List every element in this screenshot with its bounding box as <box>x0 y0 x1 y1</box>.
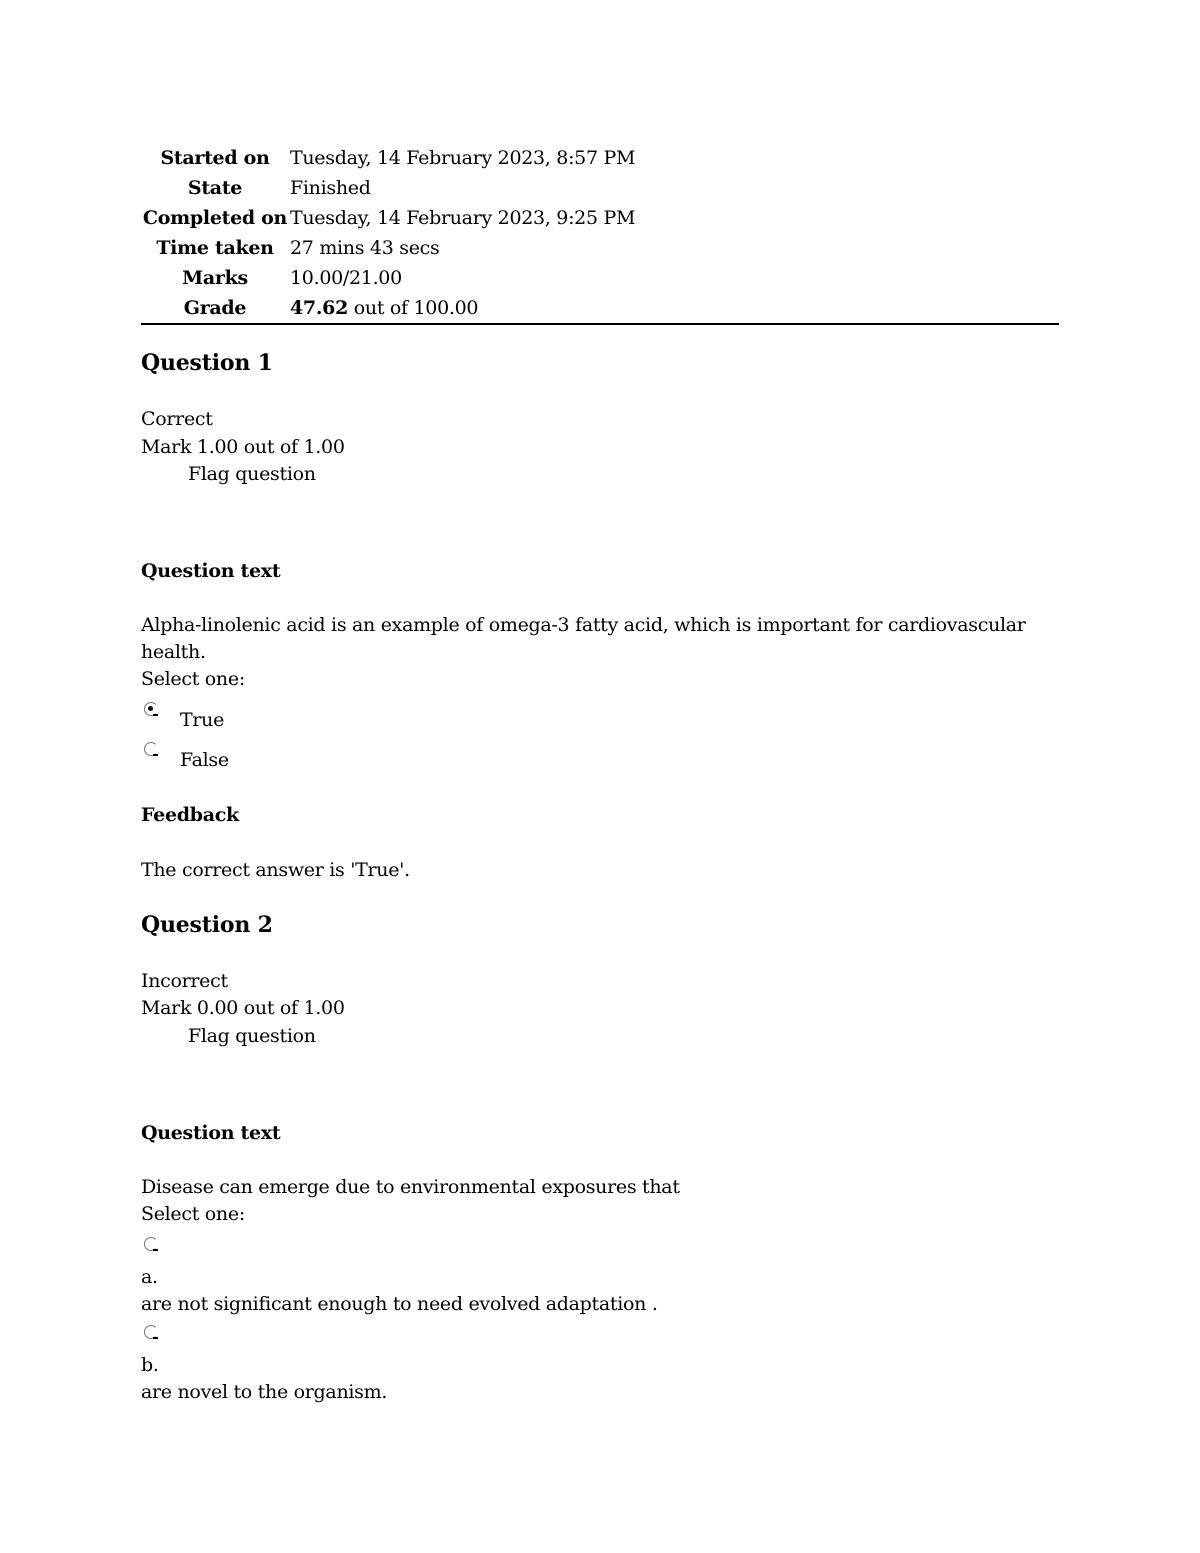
question-1-flag-link[interactable]: Flag question <box>188 463 316 485</box>
summary-value: Finished <box>290 177 371 199</box>
summary-row-completed <box>141 203 1059 233</box>
grade-value: 47.62 <box>290 297 348 319</box>
summary-value <box>290 297 478 319</box>
question-1-text-line1: Alpha-linolenic acid is an example of omega-3 fatty acid, which is important for cardiovascular <box>141 614 1026 636</box>
question-2-flag-link[interactable]: Flag question <box>188 1025 316 1047</box>
radio-b-icon[interactable] <box>144 1325 158 1339</box>
option-b-text[interactable]: are novel to the organism. <box>141 1381 388 1403</box>
summary-label: Completed on <box>142 207 288 229</box>
question-2-status: Incorrect <box>141 970 228 992</box>
radio-true-icon[interactable] <box>144 702 158 716</box>
option-true-label[interactable]: True <box>180 709 225 731</box>
summary-label: Marks <box>182 267 248 289</box>
question-1-text-heading: Question text <box>141 560 281 582</box>
question-1-mark: Mark 1.00 out of 1.00 <box>141 436 345 458</box>
attempt-summary-table <box>141 143 1059 325</box>
question-1-heading: Question 1 <box>141 350 273 376</box>
summary-label: Time taken <box>156 237 274 259</box>
grade-suffix: out of 100.00 <box>348 297 479 319</box>
summary-label: State <box>187 177 243 199</box>
question-1-status: Correct <box>141 408 213 430</box>
summary-value: 27 mins 43 secs <box>290 237 440 259</box>
summary-value: Tuesday, 14 February 2023, 9:25 PM <box>290 207 636 229</box>
question-1-text-line2: health. <box>141 641 206 663</box>
question-2-select-one: Select one: <box>141 1203 245 1225</box>
summary-row-marks <box>141 263 1059 293</box>
radio-false-icon[interactable] <box>144 742 158 756</box>
radio-a-icon[interactable] <box>144 1237 158 1251</box>
option-false-label[interactable]: False <box>180 749 229 771</box>
feedback-heading: Feedback <box>141 804 239 826</box>
feedback-text: The correct answer is 'True'. <box>141 859 410 881</box>
summary-row-grade <box>141 293 1059 323</box>
summary-value: 10.00/21.00 <box>290 267 402 289</box>
question-2-text-heading: Question text <box>141 1122 281 1144</box>
option-a-text[interactable]: are not significant enough to need evolved adaptation . <box>141 1293 658 1315</box>
option-b-letter: b. <box>141 1354 159 1376</box>
summary-label: Grade <box>183 297 247 319</box>
question-2-text-line1: Disease can emerge due to environmental exposures that <box>141 1176 680 1198</box>
summary-row-started <box>141 143 1059 173</box>
summary-row-state <box>141 173 1059 203</box>
question-2-mark: Mark 0.00 out of 1.00 <box>141 997 345 1019</box>
summary-label: Started on <box>160 147 270 169</box>
summary-row-time-taken <box>141 233 1059 263</box>
summary-value: Tuesday, 14 February 2023, 8:57 PM <box>290 147 636 169</box>
question-2-heading: Question 2 <box>141 912 273 938</box>
option-a-letter: a. <box>141 1266 158 1288</box>
question-1-select-one: Select one: <box>141 668 245 690</box>
